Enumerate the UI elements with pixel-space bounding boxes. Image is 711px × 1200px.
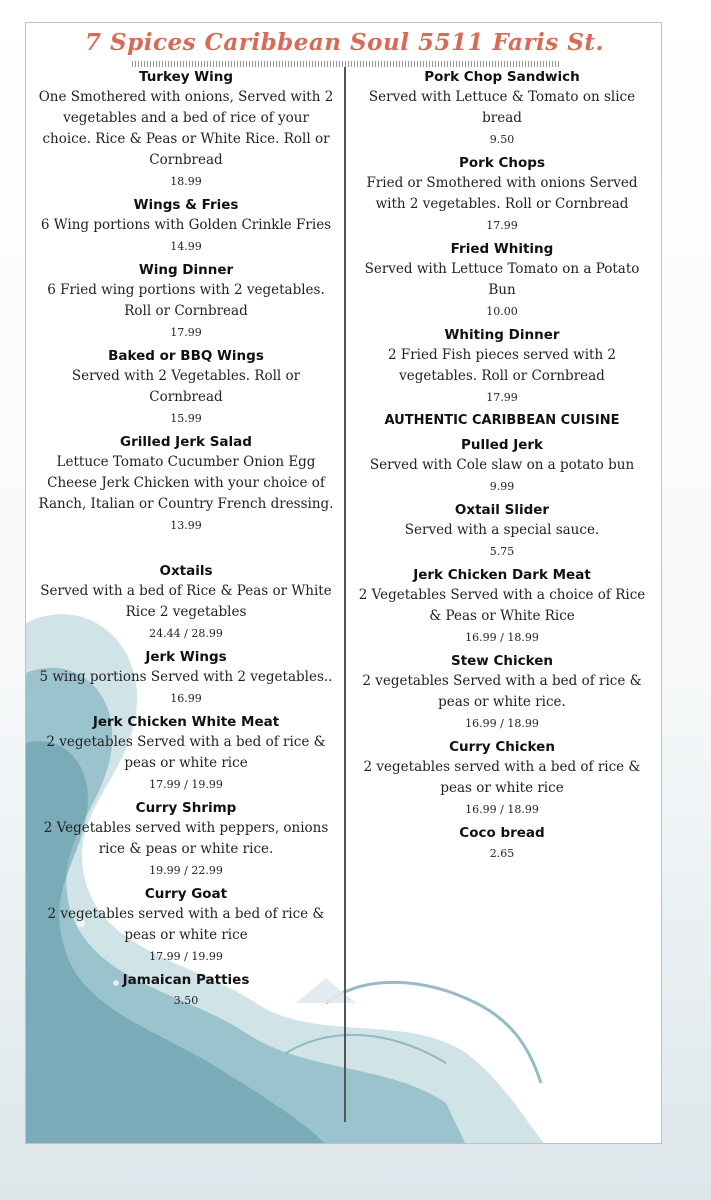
item-description: Served with Cole slaw on a potato bun xyxy=(369,457,635,473)
menu-item-grilled-jerk-salad xyxy=(38,432,334,536)
item-description: 2 vegetables Served with a bed of rice & peas or white rice. xyxy=(362,673,642,710)
item-name: Stew Chicken xyxy=(450,653,554,669)
item-name: Pork Chops xyxy=(459,155,545,171)
item-price: 16.99 / 18.99 xyxy=(465,717,539,730)
item-price: 15.99 xyxy=(170,412,202,425)
item-price: 17.99 / 19.99 xyxy=(149,950,223,963)
menu-item-oxtail-slider xyxy=(354,500,650,562)
menu-item-curry-chicken xyxy=(354,737,650,820)
menu-item-curry-goat xyxy=(38,884,334,967)
item-name: Jerk Chicken White Meat xyxy=(92,714,280,730)
item-name: Curry Chicken xyxy=(449,739,555,755)
item-name: Whiting Dinner xyxy=(444,327,560,343)
item-description: 2 vegetables served with a bed of rice & peas or white rice xyxy=(47,906,325,943)
item-price: 19.99 / 22.99 xyxy=(149,864,223,877)
item-name: Jerk Chicken Dark Meat xyxy=(413,567,591,583)
item-price: 9.99 xyxy=(489,480,515,493)
item-price: 16.99 / 18.99 xyxy=(465,631,539,644)
item-name: Jamaican Patties xyxy=(122,972,250,988)
caribbean-section-heading: AUTHENTIC CARIBBEAN CUISINE xyxy=(384,413,620,428)
section-spacer xyxy=(38,539,334,561)
item-name: Jerk Wings xyxy=(145,649,227,665)
item-price: 5.75 xyxy=(489,545,515,558)
menu-item-oxtails xyxy=(38,561,334,644)
menu-item-wing-dinner xyxy=(38,260,334,343)
item-description: 2 vegetables Served with a bed of rice & peas or white rice xyxy=(46,734,326,771)
item-description: One Smothered with onions, Served with 2 vegetables and a bed of rice of your choice. Rice & Peas or White Rice. Roll or Cornbread xyxy=(38,89,334,168)
item-price: 18.99 xyxy=(170,175,202,188)
right-menu-column xyxy=(354,67,650,867)
menu-item-wings-fries xyxy=(38,195,334,257)
item-name: Turkey Wing xyxy=(138,69,234,85)
item-name: Pork Chop Sandwich xyxy=(424,69,580,85)
menu-item-turkey-wing xyxy=(38,67,334,192)
restaurant-title: 7 Spices Caribbean Soul 5511 Faris St. xyxy=(85,29,604,56)
menu-card xyxy=(25,22,662,1144)
item-description: Served with Lettuce & Tomato on slice bread xyxy=(368,89,636,126)
menu-item-pork-chops xyxy=(354,153,650,236)
item-description: Lettuce Tomato Cucumber Onion Egg Cheese Jerk Chicken with your choice of Ranch, Italian or Country French dressing. xyxy=(38,454,334,512)
item-price: 14.99 xyxy=(170,240,202,253)
item-price: 16.99 xyxy=(170,692,202,705)
menu-item-coco-bread xyxy=(354,823,650,864)
item-name: Curry Goat xyxy=(144,886,228,902)
item-price: 17.99 / 19.99 xyxy=(149,778,223,791)
item-price: 3.50 xyxy=(173,994,199,1007)
item-description: 2 Vegetables served with peppers, onions rice & peas or white rice. xyxy=(43,820,329,857)
item-description: 5 wing portions Served with 2 vegetables.. xyxy=(39,669,333,685)
column-divider xyxy=(344,67,346,1122)
menu-item-fried-whiting xyxy=(354,239,650,322)
item-name: Wings & Fries xyxy=(133,197,239,213)
menu-item-jerk-chicken-white xyxy=(38,712,334,795)
item-price: 16.99 / 18.99 xyxy=(465,803,539,816)
item-price: 24.44 / 28.99 xyxy=(149,627,223,640)
item-description: Fried or Smothered with onions Served with 2 vegetables. Roll or Cornbread xyxy=(366,175,638,212)
item-name: Grilled Jerk Salad xyxy=(120,434,252,450)
item-name: Pulled Jerk xyxy=(460,437,544,453)
item-description: 2 vegetables served with a bed of rice & peas or white rice xyxy=(363,759,641,796)
item-description: 2 Vegetables Served with a choice of Rice & Peas or White Rice xyxy=(358,587,646,624)
item-name: Curry Shrimp xyxy=(135,800,237,816)
item-name: Wing Dinner xyxy=(138,262,234,278)
item-name: Oxtails xyxy=(159,563,213,579)
item-price: 17.99 xyxy=(486,219,518,232)
item-description: 6 Fried wing portions with 2 vegetables. Roll or Cornbread xyxy=(47,282,325,319)
menu-item-stew-chicken xyxy=(354,651,650,734)
item-name: Fried Whiting xyxy=(450,241,554,257)
item-price: 9.50 xyxy=(489,133,515,146)
item-description: 6 Wing portions with Golden Crinkle Fries xyxy=(40,217,332,233)
menu-item-whiting-dinner xyxy=(354,325,650,408)
menu-item-jerk-wings xyxy=(38,647,334,709)
menu-item-jamaican-patties xyxy=(38,970,334,1011)
left-menu-column xyxy=(38,67,334,1014)
item-name: Oxtail Slider xyxy=(454,502,550,518)
menu-item-curry-shrimp xyxy=(38,798,334,881)
menu-item-jerk-chicken-dark xyxy=(354,565,650,648)
item-price: 13.99 xyxy=(170,519,202,532)
menu-item-pulled-jerk xyxy=(354,435,650,497)
item-description: Served with a bed of Rice & Peas or White Rice 2 vegetables xyxy=(40,583,332,620)
item-description: Served with a special sauce. xyxy=(404,522,600,538)
item-price: 17.99 xyxy=(170,326,202,339)
menu-item-pork-chop-sandwich xyxy=(354,67,650,150)
item-description: Served with 2 Vegetables. Roll or Cornbread xyxy=(71,368,301,405)
item-price: 2.65 xyxy=(489,847,515,860)
item-price: 10.00 xyxy=(486,305,518,318)
menu-item-baked-bbq-wings xyxy=(38,346,334,429)
item-price: 17.99 xyxy=(486,391,518,404)
item-description: Served with Lettuce Tomato on a Potato Bun xyxy=(364,261,640,298)
item-name: Baked or BBQ Wings xyxy=(108,348,264,364)
item-description: 2 Fried Fish pieces served with 2 vegetables. Roll or Cornbread xyxy=(387,347,617,384)
item-name: Coco bread xyxy=(459,825,545,841)
